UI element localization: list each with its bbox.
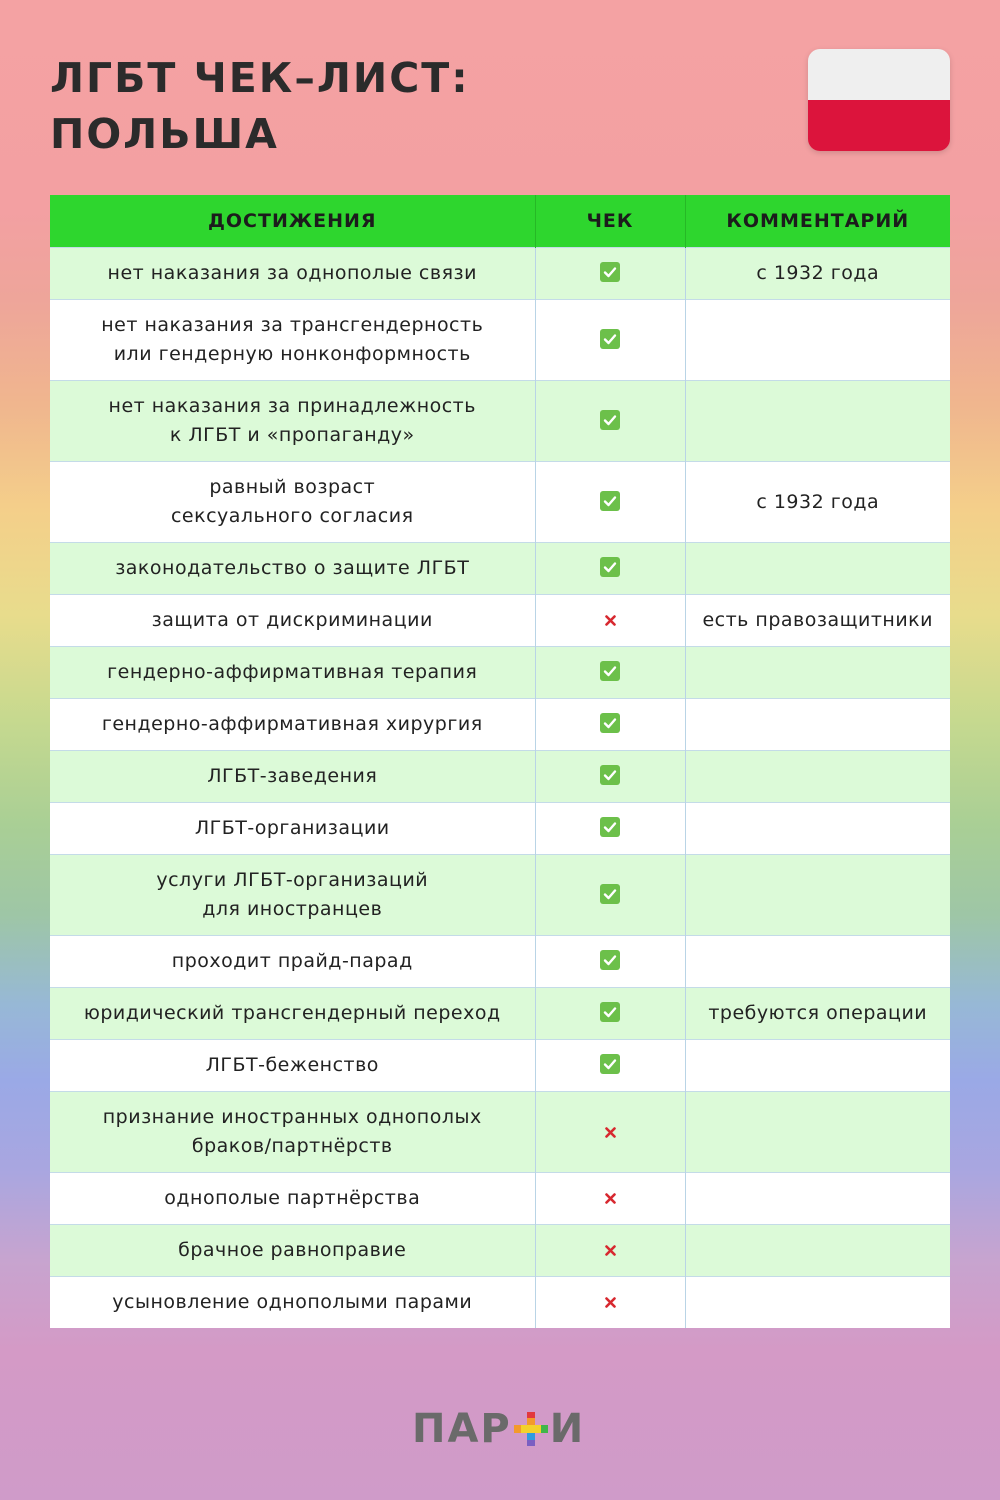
comment-cell — [685, 855, 950, 936]
achievement-text: гендерно-аффирмативная терапия — [107, 661, 478, 683]
achievement-cell — [50, 462, 535, 543]
achievement-text: юридический трансгендерный переход — [83, 1002, 501, 1024]
table-row — [50, 1173, 950, 1225]
check-cell — [535, 381, 685, 462]
check-cell — [535, 988, 685, 1040]
table-row — [50, 1040, 950, 1092]
check-mark-icon — [600, 557, 620, 577]
check-mark-icon — [600, 884, 620, 904]
table-row — [50, 595, 950, 647]
logo-text-left: ПАР — [412, 1406, 512, 1452]
achievement-cell — [50, 699, 535, 751]
check-cell — [535, 1173, 685, 1225]
check-mark-icon — [600, 661, 620, 681]
check-cell — [535, 462, 685, 543]
checklist-table — [50, 195, 950, 1328]
check-cell — [535, 300, 685, 381]
achievement-text: усыновление однополыми парами — [112, 1291, 473, 1313]
cross-mark-icon — [605, 615, 616, 626]
achievement-cell — [50, 1092, 535, 1173]
achievement-text: защита от дискриминации — [151, 609, 433, 631]
check-cell — [535, 1225, 685, 1277]
achievement-text: проходит прайд-парад — [171, 950, 413, 972]
header-achievements: ДОСТИЖЕНИЯ — [50, 195, 535, 248]
page-title — [50, 50, 470, 162]
comment-cell: с 1932 года — [685, 462, 950, 543]
achievement-cell — [50, 803, 535, 855]
achievement-text: однополые партнёрства — [164, 1187, 421, 1209]
table-row — [50, 855, 950, 936]
comment-cell — [685, 936, 950, 988]
achievement-cell — [50, 1277, 535, 1329]
table-row — [50, 1277, 950, 1329]
rainbow-plus-icon — [514, 1412, 548, 1446]
achievement-text: к ЛГБТ и «пропаганду» — [169, 424, 415, 446]
check-cell — [535, 248, 685, 300]
achievement-cell — [50, 1173, 535, 1225]
cross-mark-icon — [605, 1245, 616, 1256]
check-cell — [535, 803, 685, 855]
comment-cell — [685, 543, 950, 595]
check-cell — [535, 1092, 685, 1173]
header-check: ЧЕК — [535, 195, 685, 248]
achievement-text: ЛГБТ-заведения — [207, 765, 378, 787]
achievement-cell — [50, 543, 535, 595]
check-mark-icon — [600, 713, 620, 733]
achievement-text: нет наказания за принадлежность — [108, 395, 476, 417]
flag-white-stripe — [808, 49, 950, 100]
table-row — [50, 647, 950, 699]
flag-red-stripe — [808, 100, 950, 151]
check-cell — [535, 595, 685, 647]
parni-logo — [412, 1404, 592, 1454]
check-mark-icon — [600, 262, 620, 282]
check-mark-icon — [600, 410, 620, 430]
achievement-text: нет наказания за трансгендерность — [101, 314, 484, 336]
cross-mark-icon — [605, 1297, 616, 1308]
achievement-text: гендерно-аффирмативная хирургия — [101, 713, 483, 735]
achievement-text: нет наказания за однополые связи — [107, 262, 477, 284]
check-mark-icon — [600, 950, 620, 970]
comment-cell — [685, 300, 950, 381]
table-row — [50, 803, 950, 855]
achievement-cell — [50, 1040, 535, 1092]
check-mark-icon — [600, 1054, 620, 1074]
check-cell — [535, 543, 685, 595]
table-row — [50, 699, 950, 751]
check-cell — [535, 699, 685, 751]
comment-cell — [685, 751, 950, 803]
table-row — [50, 462, 950, 543]
table-row — [50, 543, 950, 595]
cross-mark-icon — [605, 1193, 616, 1204]
table-row — [50, 248, 950, 300]
achievement-text: ЛГБТ-организации — [194, 817, 390, 839]
check-mark-icon — [600, 1002, 620, 1022]
check-cell — [535, 1277, 685, 1329]
achievement-text: законодательство о защите ЛГБТ — [115, 557, 470, 579]
check-mark-icon — [600, 817, 620, 837]
achievement-text: брачное равноправие — [178, 1239, 407, 1261]
comment-cell: требуются операции — [685, 988, 950, 1040]
achievement-cell — [50, 300, 535, 381]
table-body — [50, 248, 950, 1329]
table-row — [50, 1225, 950, 1277]
achievement-text: или гендерную нонконформность — [113, 343, 471, 365]
title-line: ПОЛЬША — [50, 110, 279, 158]
check-mark-icon — [600, 329, 620, 349]
comment-cell: с 1932 года — [685, 248, 950, 300]
check-mark-icon — [600, 491, 620, 511]
achievement-cell — [50, 248, 535, 300]
table-row — [50, 1092, 950, 1173]
comment-cell — [685, 381, 950, 462]
achievement-cell — [50, 855, 535, 936]
comment-cell — [685, 1277, 950, 1329]
comment-cell — [685, 1040, 950, 1092]
achievement-text: браков/партнёрств — [191, 1135, 393, 1157]
check-cell — [535, 647, 685, 699]
achievement-text: услуги ЛГБТ-организаций — [156, 869, 429, 891]
comment-cell — [685, 1092, 950, 1173]
check-cell — [535, 1040, 685, 1092]
logo-text-right: И — [549, 1406, 586, 1452]
check-cell — [535, 936, 685, 988]
table-row — [50, 300, 950, 381]
achievement-cell — [50, 751, 535, 803]
cross-mark-icon — [605, 1127, 616, 1138]
table-row — [50, 988, 950, 1040]
comment-cell — [685, 1173, 950, 1225]
achievement-cell — [50, 381, 535, 462]
header-comment: КОММЕНТАРИЙ — [685, 195, 950, 248]
poland-flag-icon — [808, 49, 950, 151]
achievement-text: для иностранцев — [202, 898, 383, 920]
table-row — [50, 381, 950, 462]
achievement-cell — [50, 1225, 535, 1277]
table-row — [50, 936, 950, 988]
achievement-text: признание иностранных однополых — [102, 1106, 482, 1128]
check-mark-icon — [600, 765, 620, 785]
achievement-cell — [50, 647, 535, 699]
comment-cell — [685, 699, 950, 751]
achievement-text: сексуального согласия — [170, 505, 414, 527]
table-row — [50, 751, 950, 803]
comment-cell — [685, 1225, 950, 1277]
achievement-text: ЛГБТ-беженство — [205, 1054, 379, 1076]
achievement-cell — [50, 595, 535, 647]
achievement-cell — [50, 936, 535, 988]
check-cell — [535, 855, 685, 936]
comment-cell — [685, 647, 950, 699]
check-cell — [535, 751, 685, 803]
achievement-text: равный возраст — [209, 476, 376, 498]
comment-cell: есть правозащитники — [685, 595, 950, 647]
table-header-row — [50, 195, 950, 248]
comment-cell — [685, 803, 950, 855]
title-line: ЛГБТ ЧЕК–ЛИСТ: — [50, 54, 470, 102]
achievement-cell — [50, 988, 535, 1040]
